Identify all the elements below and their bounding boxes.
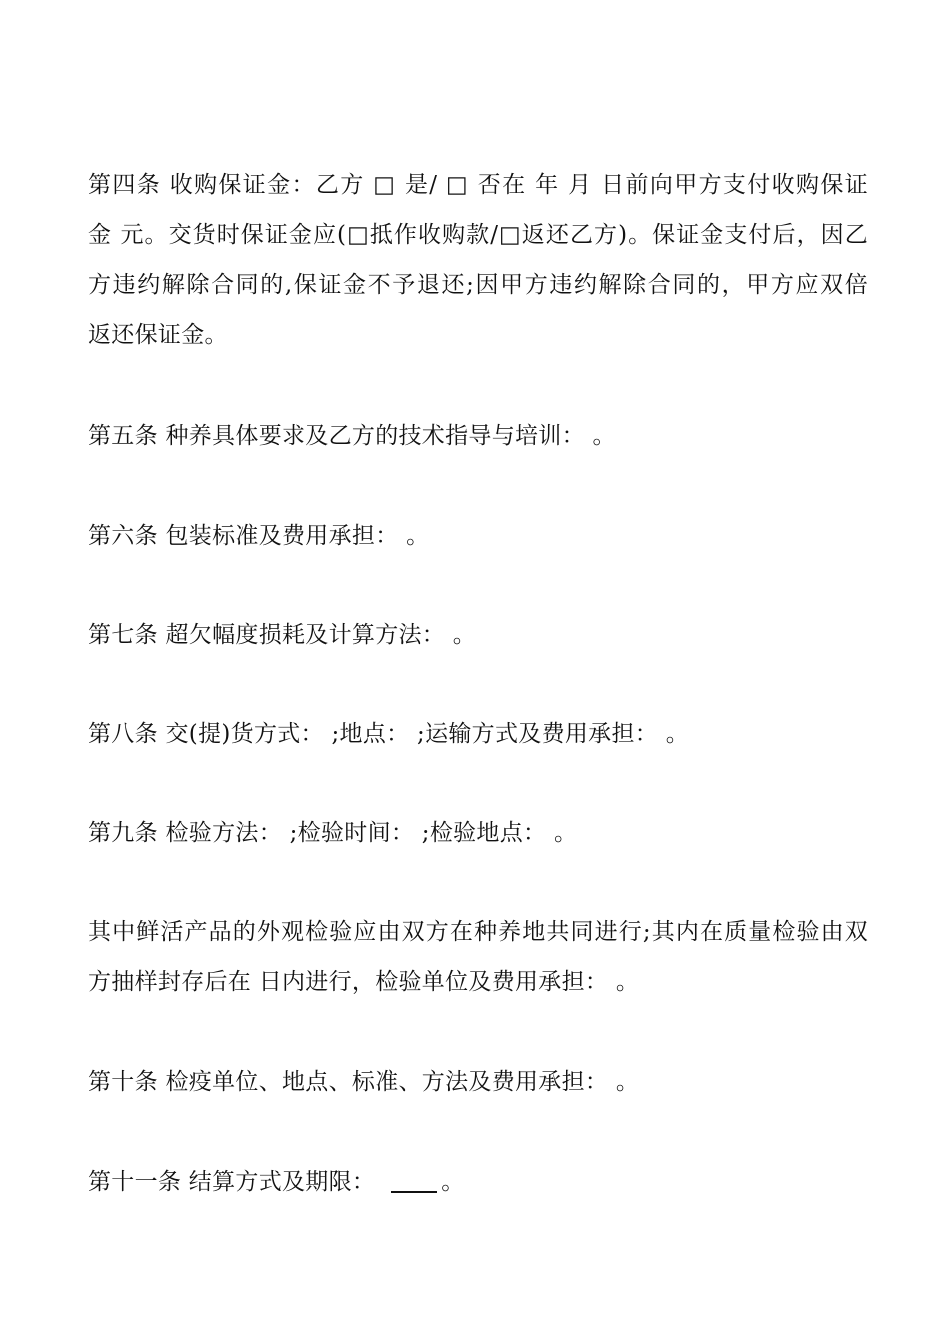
- article-6-paragraph: [88, 511, 868, 561]
- article-10-text: 第十条 检疫单位、地点、标准、方法及费用承担： 。: [88, 1069, 640, 1095]
- article-4-line-3: 方违约解除合同的,保证金不予退还;因甲方违约解除合同的，甲方应双倍: [88, 272, 868, 298]
- article-9-paragraph: [88, 808, 868, 858]
- article-4-line-1: 第四条 收购保证金：乙方 □ 是/ □ 否在 年 月 日前向甲方支付收购保证: [88, 172, 868, 198]
- article-11-fill-in-blank[interactable]: [391, 1165, 437, 1193]
- inspection-note-paragraph: [88, 907, 868, 1007]
- article-5-text: 第五条 种养具体要求及乙方的技术指导与培训： 。: [88, 423, 616, 449]
- inspection-note-line-1: 其中鲜活产品的外观检验应由双方在种养地共同进行;其内在质量检验由双: [88, 919, 868, 945]
- article-4-paragraph: [88, 160, 868, 360]
- article-8-text: 第八条 交(提)货方式： ;地点： ;运输方式及费用承担： 。: [88, 721, 689, 747]
- inspection-note-line-2: 方抽样封存后在 日内进行，检验单位及费用承担： 。: [88, 969, 640, 995]
- article-7-text: 第七条 超欠幅度损耗及计算方法： 。: [88, 622, 477, 648]
- article-10-paragraph: [88, 1057, 868, 1107]
- article-9-text: 第九条 检验方法： ;检验时间： ;检验地点： 。: [88, 820, 578, 846]
- article-8-paragraph: [88, 709, 868, 759]
- article-11-label: 第十一条 结算方式及期限：: [88, 1169, 376, 1195]
- article-11-line: [88, 1157, 868, 1207]
- article-7-paragraph: [88, 610, 868, 660]
- article-6-text: 第六条 包装标准及费用承担： 。: [88, 523, 430, 549]
- article-4-line-2: 金 元。交货时保证金应(□抵作收购款/□返还乙方)。保证金支付后，因乙: [88, 222, 868, 248]
- article-11-paragraph: [88, 1157, 868, 1207]
- article-4-line-4: 返还保证金。: [88, 322, 228, 348]
- article-11-suffix: 。: [441, 1169, 465, 1195]
- article-5-paragraph: [88, 411, 868, 461]
